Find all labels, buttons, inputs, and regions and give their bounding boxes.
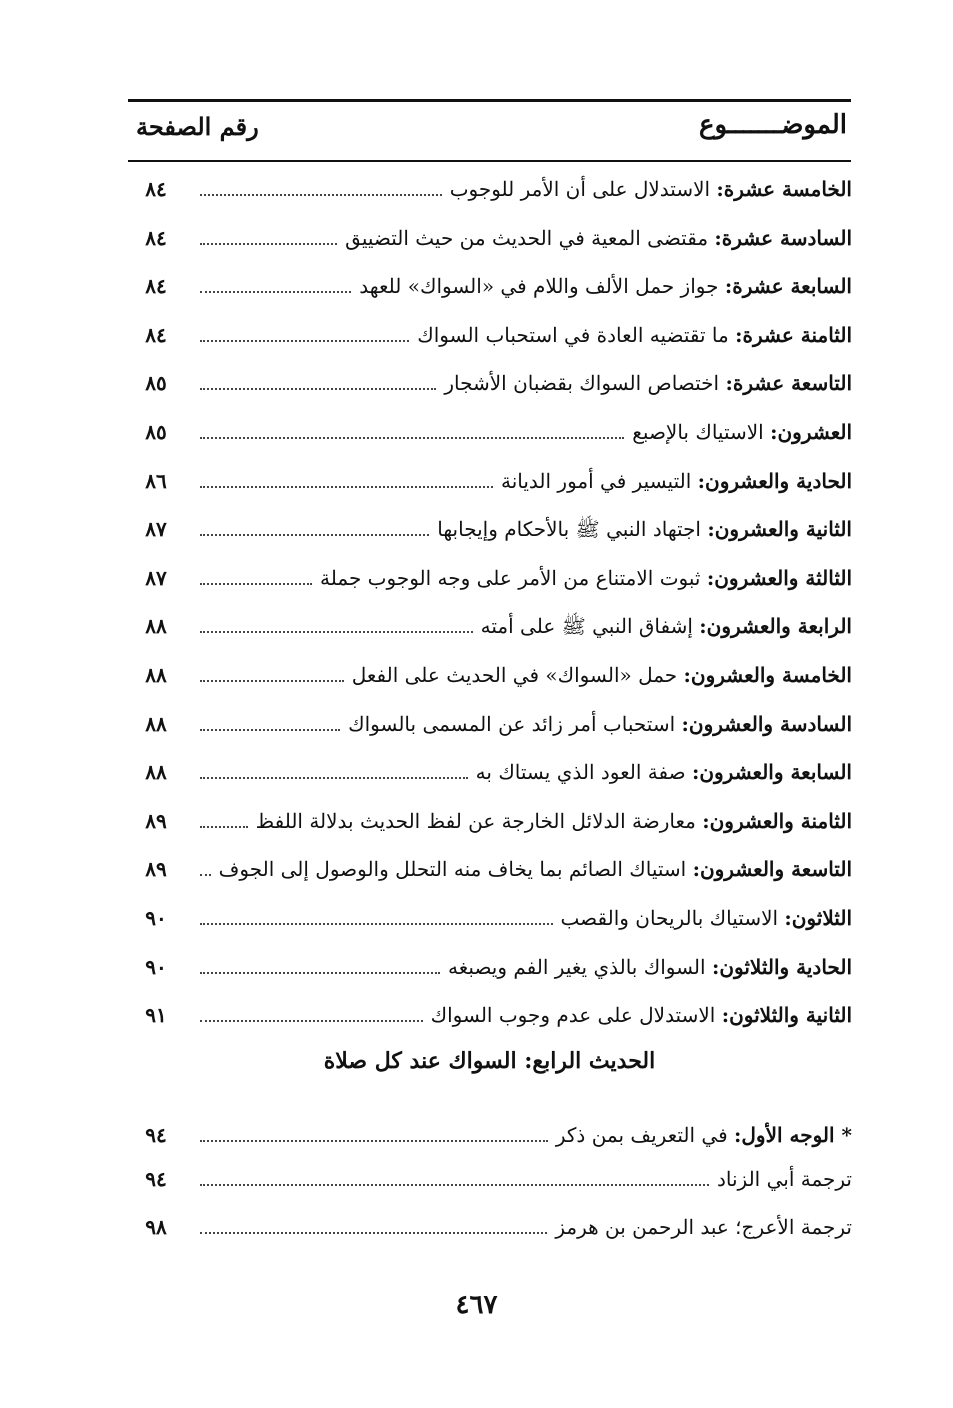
toc-entry-page: ٨٤ [145, 226, 167, 250]
toc-entry-text: اجتهاد النبي ﷺ بالأحكام وإيجابها [437, 517, 701, 541]
toc-entry-title [219, 854, 852, 884]
toc-entry-text: ترجمة الأعرج؛ عبد الرحمن بن هرمز [555, 1215, 852, 1239]
toc-entry-page: ٩٠ [145, 955, 167, 979]
toc-entry [130, 1210, 852, 1250]
toc-entry-title [561, 903, 853, 933]
toc-entry-page: ٩١ [145, 1003, 167, 1027]
toc-entry [130, 366, 852, 406]
toc-entry-label: السابعة والعشرون: [691, 760, 852, 784]
toc-entry-page: ٨٥ [145, 420, 167, 444]
toc-entry-text: جواز حمل الألف واللام في «السواك» للعهد [359, 274, 719, 298]
toc-entry-title [345, 223, 852, 253]
toc-entry-label: العشرون: [770, 420, 852, 444]
toc-entry [130, 512, 852, 552]
toc-entry-title [476, 757, 852, 787]
section-heading: الحديث الرابع: السواك عند كل صلاة [323, 1048, 656, 1074]
toc-entry-page: ٩٤ [145, 1123, 167, 1147]
toc-entry [130, 707, 852, 747]
toc-entry-text: الاستدلال على أن الأمر للوجوب [449, 177, 711, 201]
toc-entry-text: الاستدلال على عدم وجوب السواك [430, 1003, 716, 1027]
toc-entry-label: السادسة عشرة: [714, 226, 852, 250]
dot-leader [200, 631, 473, 633]
dot-leader [200, 826, 248, 828]
toc-entry-page: ٩٨ [145, 1215, 167, 1239]
toc-entry-page: ٨٩ [145, 809, 167, 833]
toc-entry-label: السابعة عشرة: [724, 274, 852, 298]
toc-entry-page: ٨٦ [145, 469, 167, 493]
dot-leader [200, 923, 553, 925]
dot-leader [200, 340, 409, 342]
toc-entry-text: مقتضى المعية في الحديث من حيث التضييق [345, 226, 709, 250]
toc-entry-label: الثامنة عشرة: [735, 323, 852, 347]
toc-entry-title [556, 1120, 852, 1150]
toc-entry [130, 950, 852, 990]
dot-leader [200, 388, 436, 390]
toc-entry-title [359, 271, 852, 301]
dot-leader [200, 874, 211, 876]
toc-entry-label: التاسعة عشرة: [725, 371, 852, 395]
toc-entry-label: السادسة والعشرون: [681, 712, 852, 736]
toc-entry-page: ٨٨ [145, 614, 167, 638]
toc-entry [130, 561, 852, 601]
toc-entry-label: الثانية والعشرون: [707, 517, 852, 541]
toc-entry-text: ثبوت الامتناع من الأمر على وجه الوجوب جملة [320, 566, 701, 590]
toc-entry-text: استحباب أمر زائد عن المسمى بالسواك [348, 712, 676, 736]
toc-entry-label: الخامسة عشرة: [716, 177, 852, 201]
toc-entry [130, 269, 852, 309]
toc-entry-label: الرابعة والعشرون: [699, 614, 852, 638]
toc-entry [130, 1162, 852, 1202]
toc-entry-label: * الوجه الأول: [734, 1123, 852, 1147]
dot-leader [200, 680, 344, 682]
dot-leader [200, 1020, 423, 1022]
toc-entry-title [717, 1164, 852, 1194]
toc-entry [130, 658, 852, 698]
toc-entry-page: ٩٤ [145, 1167, 167, 1191]
toc-entry [130, 755, 852, 795]
toc-entry [130, 804, 852, 844]
toc-entry-page: ٨٨ [145, 760, 167, 784]
dot-leader [200, 583, 312, 585]
toc-entry [130, 415, 852, 455]
dot-leader [200, 729, 340, 731]
toc-entry-label: الثلاثون: [784, 906, 852, 930]
toc-entry-page: ٨٥ [145, 371, 167, 395]
toc-entry-text: إشفاق النبي ﷺ على أمته [480, 614, 693, 638]
toc-entry-title [352, 660, 852, 690]
toc-entry-text: معارضة الدلائل الخارجة عن لفظ الحديث بدلالة اللفظ [255, 809, 696, 833]
dot-leader [200, 194, 442, 196]
toc-entry-text: حمل «السواك» في الحديث على الفعل [351, 663, 678, 687]
toc-entry-text: في التعريف بمن ذكر [555, 1123, 728, 1147]
dot-leader [200, 777, 468, 779]
toc-entry-label: الحادية والثلاثون: [711, 955, 852, 979]
dot-leader [200, 1184, 709, 1186]
footer-page-number: ٤٦٧ [455, 1290, 498, 1320]
toc-entry-title [555, 1212, 852, 1242]
toc-entry [130, 609, 852, 649]
dot-leader [200, 1140, 548, 1142]
toc-entry-title [444, 368, 852, 398]
toc-entry-title [256, 806, 852, 836]
dot-leader [200, 534, 429, 536]
toc-entry-label: الثامنة والعشرون: [702, 809, 852, 833]
dot-leader [200, 486, 493, 488]
toc-entry [130, 221, 852, 261]
toc-entry [130, 852, 852, 892]
dot-leader [200, 972, 440, 974]
toc-entry-title [448, 952, 852, 982]
dot-leader [200, 1232, 547, 1234]
toc-entry-text: الاستياك بالريحان والقصب [560, 906, 779, 930]
toc-entry-text: صفة العود الذي يستاك به [475, 760, 686, 784]
toc-entry-title [481, 611, 852, 641]
toc-entry-text: استياك الصائم بما يخاف منه التحلل والوصول إلى الجوف [218, 857, 687, 881]
toc-entry [130, 1118, 852, 1158]
toc-entry-page: ٨٤ [145, 323, 167, 347]
toc-entry-label: التاسعة والعشرون: [692, 857, 852, 881]
toc-entry-title [320, 563, 852, 593]
dot-leader [200, 437, 624, 439]
dot-leader [200, 243, 337, 245]
toc-entry-label: الثانية والثلاثون: [721, 1003, 852, 1027]
toc-entry-page: ٨٩ [145, 857, 167, 881]
toc-entry-text: ترجمة أبي الزناد [716, 1167, 852, 1191]
toc-entry-label: الثالثة والعشرون: [706, 566, 852, 590]
toc-entry [130, 318, 852, 358]
toc-entry-page: ٨٤ [145, 274, 167, 298]
toc-entry-text: التيسير في أمور الديانة [500, 469, 692, 493]
toc-entry [130, 464, 852, 504]
toc-entry-page: ٨٨ [145, 663, 167, 687]
toc-entry-title [450, 174, 852, 204]
toc-entry-page: ٨٨ [145, 712, 167, 736]
toc-entry-text: ما تقتضيه العادة في استحباب السواك [417, 323, 729, 347]
dot-leader [200, 291, 351, 293]
header-topic: الموضـــــــوع [699, 110, 847, 140]
toc-entry-text: الاستياك بالإصبع [632, 420, 764, 444]
toc-entry-title [501, 466, 852, 496]
toc-entry-page: ٨٧ [145, 517, 167, 541]
toc-entry-title [431, 1000, 852, 1030]
toc-entry-label: الحادية والعشرون: [697, 469, 852, 493]
toc-entry-title [348, 709, 852, 739]
toc-entry-title [417, 320, 852, 350]
header-page-number: رقم الصفحة [136, 112, 259, 141]
toc-entry-title [437, 514, 852, 544]
toc-entry-title [632, 417, 852, 447]
toc-entry-page: ٩٠ [145, 906, 167, 930]
toc-entry [130, 998, 852, 1038]
toc-entry-page: ٨٧ [145, 566, 167, 590]
toc-entry [130, 172, 852, 212]
toc-entry-text: السواك بالذي يغير الفم ويصبغه [448, 955, 706, 979]
toc-entry-text: اختصاص السواك بقضبان الأشجار [444, 371, 720, 395]
toc-entry-label: الخامسة والعشرون: [683, 663, 852, 687]
toc-entry [130, 901, 852, 941]
toc-entry-page: ٨٤ [145, 177, 167, 201]
